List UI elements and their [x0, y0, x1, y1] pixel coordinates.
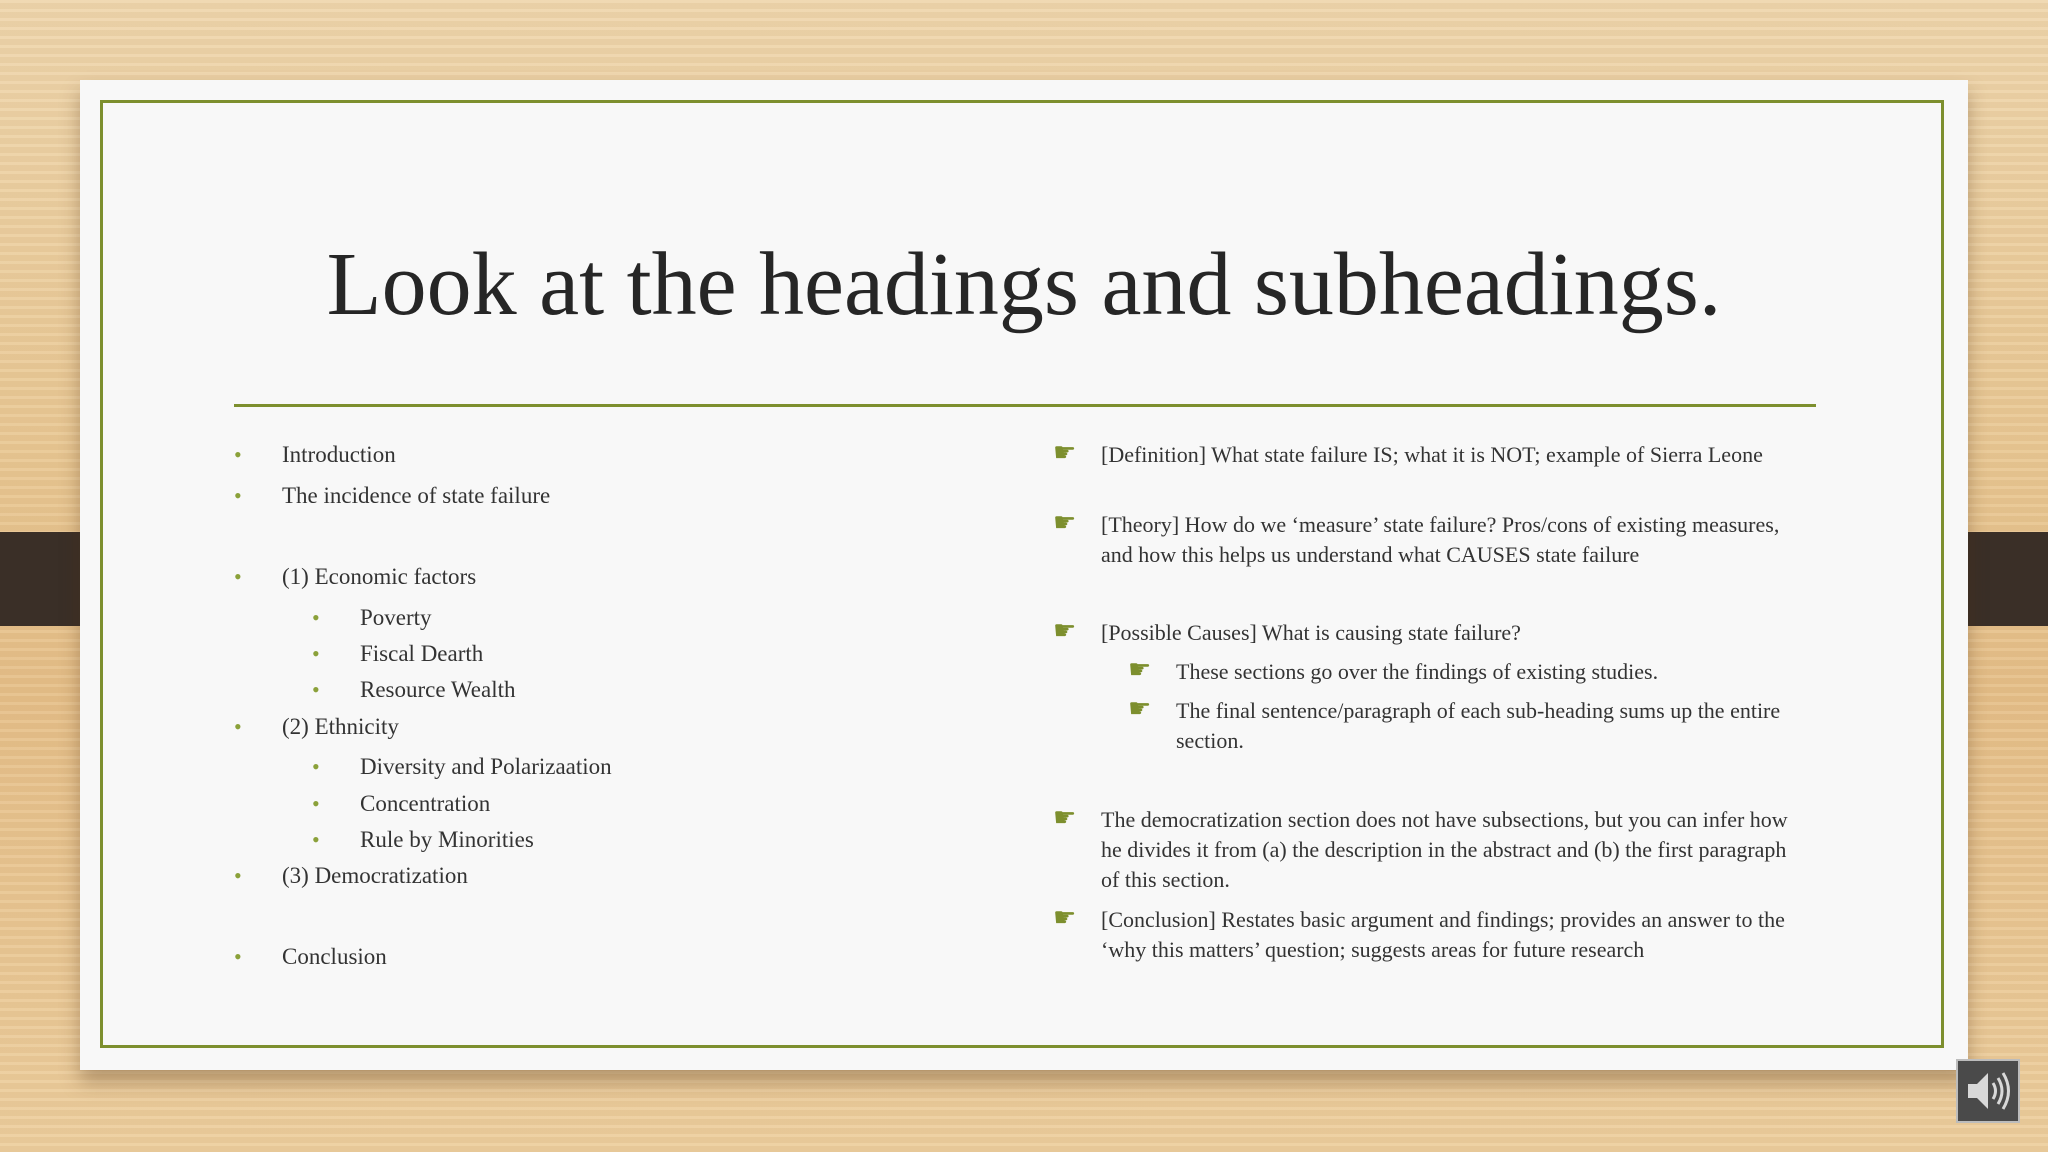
bullet-icon: •: [234, 483, 242, 508]
speaker-glyph: [1958, 1061, 2018, 1121]
right-subitem-findings: ☛ These sections go over the findings of existing studies.: [1128, 655, 1659, 684]
left-subitem-poverty: • Poverty: [360, 603, 432, 633]
right-item-theory: ☛ [Theory] How do we ‘measure’ state failure? Pros/cons of existing measures, and how this helps us understand what CAUSES state failure: [1053, 508, 1780, 567]
bullet-icon: •: [312, 677, 320, 702]
pointing-hand-icon: ☛: [1128, 655, 1152, 684]
right-item-conclusion: ☛ [Conclusion] Restates basic argument and findings; provides an answer to the ‘why this matters’ question; suggests areas for future research: [1053, 903, 1785, 962]
bullet-icon: •: [234, 944, 242, 969]
left-item-conclusion: • Conclusion: [282, 942, 387, 972]
left-subitem-fiscal-dearth: • Fiscal Dearth: [360, 639, 483, 669]
right-subitem-final-sentence: ☛ The final sentence/paragraph of each sub-heading sums up the entire section.: [1128, 694, 1781, 753]
left-item-economic: • (1) Economic factors: [282, 562, 476, 592]
left-item-democratization: • (3) Democratization: [282, 861, 468, 891]
right-item-democratization: ☛ The democratization section does not have subsections, but you can infer how he divides it from (a) the description in the abstract and (b) the first paragraph of this section.: [1053, 803, 1788, 892]
right-item-possible-causes: ☛ [Possible Causes] What is causing state failure?: [1053, 616, 1521, 645]
bullet-icon: •: [234, 442, 242, 467]
bullet-icon: •: [312, 605, 320, 630]
pointing-hand-icon: ☛: [1053, 616, 1077, 645]
bullet-icon: •: [312, 791, 320, 816]
right-item-definition: ☛ [Definition] What state failure IS; what it is NOT; example of Sierra Leone: [1053, 438, 1763, 467]
bullet-icon: •: [234, 564, 242, 589]
left-item-incidence: • The incidence of state failure: [282, 481, 550, 511]
left-subitem-resource-wealth: • Resource Wealth: [360, 675, 515, 705]
pointing-hand-icon: ☛: [1128, 694, 1152, 723]
pointing-hand-icon: ☛: [1053, 903, 1077, 932]
left-item-ethnicity: • (2) Ethnicity: [282, 712, 399, 742]
pointing-hand-icon: ☛: [1053, 803, 1077, 832]
left-subitem-concentration: • Concentration: [360, 789, 490, 819]
title-divider: [234, 404, 1816, 407]
bullet-icon: •: [312, 754, 320, 779]
bullet-icon: •: [312, 641, 320, 666]
bullet-icon: •: [234, 714, 242, 739]
pointing-hand-icon: ☛: [1053, 508, 1077, 537]
slide-title: Look at the headings and subheadings.: [326, 235, 1722, 334]
pointing-hand-icon: ☛: [1053, 438, 1077, 467]
speaker-icon[interactable]: [1956, 1059, 2020, 1123]
left-item-introduction: • Introduction: [282, 440, 396, 470]
bullet-icon: •: [312, 827, 320, 852]
bullet-icon: •: [234, 863, 242, 888]
left-subitem-rule-by-minorities: • Rule by Minorities: [360, 825, 534, 855]
left-subitem-diversity: • Diversity and Polarizaation: [360, 752, 612, 782]
